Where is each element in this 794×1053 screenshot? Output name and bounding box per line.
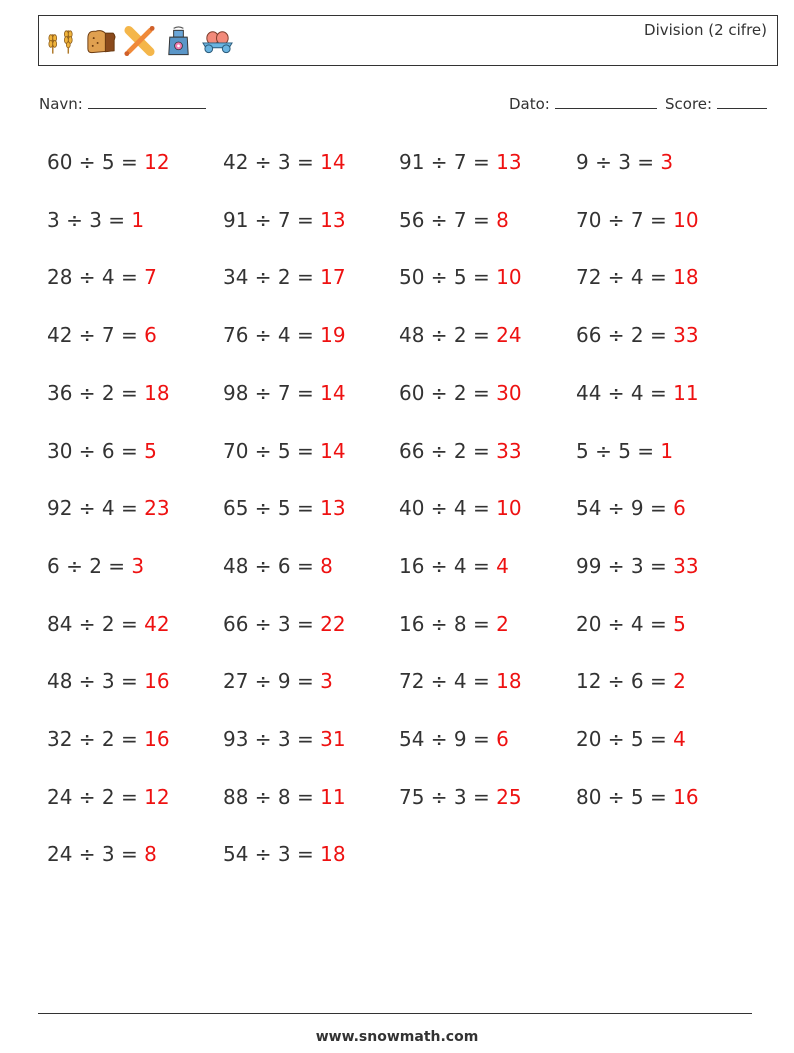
problem-item: [223, 669, 333, 693]
problem-item: [399, 150, 522, 174]
problem-answer: 16: [144, 669, 170, 693]
problem-answer: 12: [144, 785, 170, 809]
name-label: Navn:: [39, 95, 83, 113]
problem-item: [399, 496, 522, 520]
problem-answer: 33: [496, 439, 522, 463]
problem-answer: 23: [144, 496, 170, 520]
problem-answer: 6: [144, 323, 157, 347]
problem-question: 28 ÷ 4 =: [47, 265, 145, 289]
problem-answer: 18: [320, 842, 346, 866]
name-field[interactable]: [39, 94, 206, 113]
problem-item: [47, 381, 170, 405]
problem-item: [47, 496, 170, 520]
problem-answer: 3: [131, 554, 145, 578]
problem-item: [576, 612, 686, 636]
problem-question: 36 ÷ 2 =: [47, 381, 145, 405]
problem-question: 56 ÷ 7 =: [399, 208, 497, 232]
problem-answer: 14: [320, 439, 346, 463]
problem-question: 42 ÷ 3 =: [223, 150, 321, 174]
problem-item: [47, 150, 170, 174]
problem-item: [399, 554, 509, 578]
problem-answer: 1: [131, 208, 145, 232]
problem-item: [223, 727, 346, 751]
problem-item: [576, 785, 699, 809]
problem-item: [576, 669, 686, 693]
problem-item: [223, 265, 346, 289]
problem-item: [399, 669, 522, 693]
eggs-icon: [201, 24, 234, 58]
problem-answer: 31: [320, 727, 346, 751]
date-label: Dato:: [509, 95, 550, 113]
problem-item: [47, 842, 157, 866]
problem-item: [576, 381, 699, 405]
problem-answer: 2: [673, 669, 686, 693]
problem-item: [47, 265, 157, 289]
problem-question: 50 ÷ 5 =: [399, 265, 497, 289]
problem-answer: 11: [673, 381, 699, 405]
problem-question: 16 ÷ 8 =: [399, 612, 497, 636]
problem-answer: 2: [496, 612, 509, 636]
problem-answer: 5: [144, 439, 157, 463]
problem-answer: 6: [673, 496, 686, 520]
problem-question: 99 ÷ 3 =: [576, 554, 674, 578]
problem-question: 32 ÷ 2 =: [47, 727, 145, 751]
problem-question: 72 ÷ 4 =: [399, 669, 497, 693]
problem-item: [576, 265, 699, 289]
problem-question: 91 ÷ 7 =: [223, 208, 321, 232]
problem-item: [47, 554, 144, 578]
problem-item: [223, 554, 333, 578]
apron-icon: [162, 24, 195, 58]
problem-item: [576, 150, 673, 174]
problem-question: 5 ÷ 5 =: [576, 439, 661, 463]
problem-answer: 13: [320, 208, 346, 232]
problem-item: [399, 785, 522, 809]
problem-question: 30 ÷ 6 =: [47, 439, 145, 463]
problem-answer: 12: [144, 150, 170, 174]
problem-item: [223, 381, 346, 405]
rolling-pin-icon: [123, 24, 156, 58]
problem-answer: 4: [496, 554, 509, 578]
problem-answer: 7: [144, 265, 157, 289]
problem-answer: 22: [320, 612, 346, 636]
problem-question: 34 ÷ 2 =: [223, 265, 321, 289]
problem-answer: 10: [496, 265, 522, 289]
problem-item: [399, 323, 522, 347]
problem-question: 84 ÷ 2 =: [47, 612, 145, 636]
problem-answer: 17: [320, 265, 346, 289]
problem-answer: 6: [496, 727, 509, 751]
name-blank[interactable]: [88, 94, 206, 109]
problem-item: [399, 265, 522, 289]
problem-question: 12 ÷ 6 =: [576, 669, 674, 693]
problem-question: 66 ÷ 3 =: [223, 612, 321, 636]
worksheet-title: Division (2 cifre): [644, 21, 767, 39]
problem-item: [399, 439, 522, 463]
problem-answer: 18: [144, 381, 170, 405]
problem-question: 88 ÷ 8 =: [223, 785, 321, 809]
problem-answer: 11: [320, 785, 346, 809]
problem-question: 24 ÷ 2 =: [47, 785, 145, 809]
problem-answer: 14: [320, 381, 346, 405]
problem-answer: 18: [496, 669, 522, 693]
problem-question: 16 ÷ 4 =: [399, 554, 497, 578]
problem-item: [47, 208, 144, 232]
problem-answer: 5: [673, 612, 686, 636]
problem-question: 42 ÷ 7 =: [47, 323, 145, 347]
problem-item: [223, 496, 346, 520]
problem-item: [576, 439, 673, 463]
problem-item: [399, 727, 509, 751]
problem-answer: 8: [320, 554, 333, 578]
problem-answer: 13: [320, 496, 346, 520]
problem-item: [47, 323, 157, 347]
problem-item: [399, 612, 509, 636]
problem-answer: 14: [320, 150, 346, 174]
problem-question: 6 ÷ 2 =: [47, 554, 132, 578]
problem-question: 80 ÷ 5 =: [576, 785, 674, 809]
problem-answer: 42: [144, 612, 170, 636]
header-box: [38, 15, 778, 66]
problem-answer: 16: [673, 785, 699, 809]
problem-question: 91 ÷ 7 =: [399, 150, 497, 174]
problem-item: [399, 381, 522, 405]
problem-question: 92 ÷ 4 =: [47, 496, 145, 520]
problem-question: 48 ÷ 3 =: [47, 669, 145, 693]
problem-question: 44 ÷ 4 =: [576, 381, 674, 405]
problem-question: 60 ÷ 5 =: [47, 150, 145, 174]
problem-item: [223, 612, 346, 636]
problem-item: [47, 727, 170, 751]
date-field[interactable]: [509, 94, 657, 113]
problem-question: 24 ÷ 3 =: [47, 842, 145, 866]
problem-answer: 18: [673, 265, 699, 289]
problem-question: 98 ÷ 7 =: [223, 381, 321, 405]
problem-item: [576, 323, 699, 347]
problem-item: [576, 496, 686, 520]
problem-question: 48 ÷ 2 =: [399, 323, 497, 347]
problem-question: 93 ÷ 3 =: [223, 727, 321, 751]
problem-answer: 10: [496, 496, 522, 520]
problem-answer: 1: [660, 439, 674, 463]
problem-item: [47, 785, 170, 809]
problem-item: [576, 208, 699, 232]
problem-answer: 13: [496, 150, 522, 174]
problem-question: 76 ÷ 4 =: [223, 323, 321, 347]
problem-question: 65 ÷ 5 =: [223, 496, 321, 520]
bread-loaf-icon: [84, 24, 117, 58]
score-label: Score:: [665, 95, 713, 113]
problem-answer: 3: [660, 150, 674, 174]
wheat-icon: [45, 24, 78, 58]
problem-answer: 8: [496, 208, 509, 232]
problem-item: [399, 208, 509, 232]
problem-answer: 19: [320, 323, 346, 347]
problem-answer: 16: [144, 727, 170, 751]
problem-item: [223, 323, 346, 347]
score-field[interactable]: [665, 94, 767, 113]
problem-item: [47, 612, 170, 636]
problem-item: [223, 785, 346, 809]
problem-question: 54 ÷ 3 =: [223, 842, 321, 866]
problem-answer: 10: [673, 208, 699, 232]
problem-item: [223, 842, 346, 866]
problem-answer: 33: [673, 554, 699, 578]
problem-question: 3 ÷ 3 =: [47, 208, 132, 232]
problem-answer: 4: [673, 727, 686, 751]
problem-answer: 30: [496, 381, 522, 405]
problem-question: 72 ÷ 4 =: [576, 265, 674, 289]
problem-question: 60 ÷ 2 =: [399, 381, 497, 405]
icon-strip: [45, 24, 234, 58]
problem-question: 70 ÷ 7 =: [576, 208, 674, 232]
problem-question: 54 ÷ 9 =: [576, 496, 674, 520]
problem-item: [576, 727, 686, 751]
problem-question: 40 ÷ 4 =: [399, 496, 497, 520]
problem-item: [223, 150, 346, 174]
problem-question: 20 ÷ 4 =: [576, 612, 674, 636]
problem-question: 48 ÷ 6 =: [223, 554, 321, 578]
problem-item: [223, 208, 346, 232]
footer-url: www.snowmath.com: [315, 1029, 479, 1045]
problem-question: 70 ÷ 5 =: [223, 439, 321, 463]
problem-answer: 8: [144, 842, 157, 866]
problem-question: 66 ÷ 2 =: [576, 323, 674, 347]
problem-item: [47, 669, 170, 693]
problem-item: [47, 439, 157, 463]
problem-item: [223, 439, 346, 463]
problem-answer: 3: [320, 669, 333, 693]
problem-answer: 33: [673, 323, 699, 347]
problem-question: 20 ÷ 5 =: [576, 727, 674, 751]
score-blank[interactable]: [717, 94, 767, 109]
problem-question: 75 ÷ 3 =: [399, 785, 497, 809]
problem-question: 9 ÷ 3 =: [576, 150, 661, 174]
problem-answer: 24: [496, 323, 522, 347]
footer-divider: [38, 1013, 752, 1014]
problem-question: 27 ÷ 9 =: [223, 669, 321, 693]
problem-answer: 25: [496, 785, 522, 809]
problem-question: 54 ÷ 9 =: [399, 727, 497, 751]
date-blank[interactable]: [555, 94, 657, 109]
problem-question: 66 ÷ 2 =: [399, 439, 497, 463]
problem-item: [576, 554, 699, 578]
